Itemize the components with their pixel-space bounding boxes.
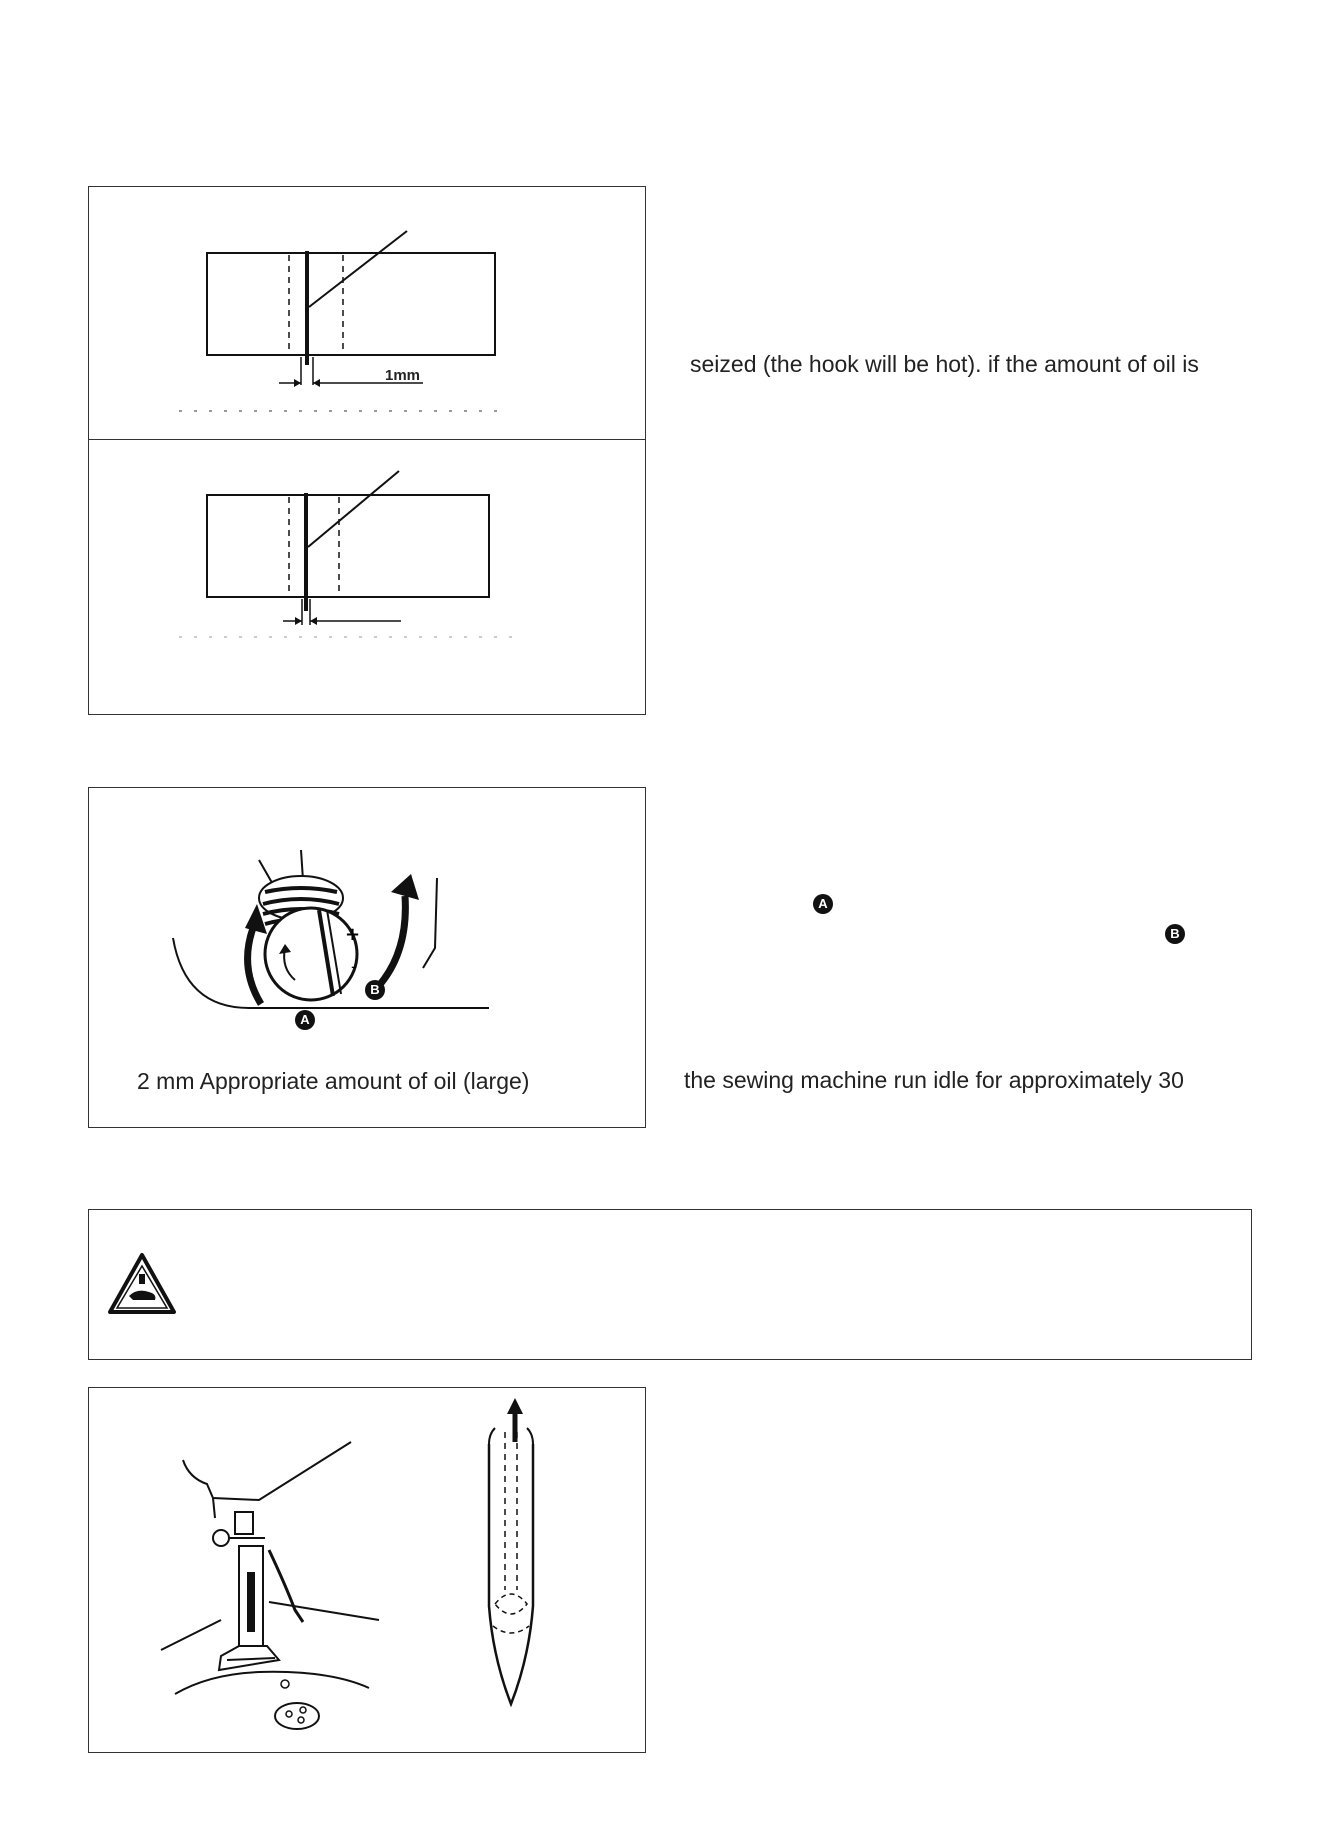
body-text-line-oil-seized: seized (the hook will be hot). if the amount of oil is [690,351,1199,377]
marker-a-text: A [813,894,833,914]
figure-oil-adjust-screw [88,787,646,1128]
oil-trace-diagram-top [89,187,647,439]
body-text-line-run-idle: the sewing machine run idle for approximately 30 [684,1067,1184,1093]
marker-a-figure: A [295,1010,315,1030]
oil-trace-diagram-bottom [89,439,647,716]
oil-trace-width-label: 1mm [385,367,421,384]
presser-foot-icon [89,1388,429,1754]
warning-box [88,1209,1252,1360]
figure-needle-install [88,1387,646,1753]
marker-b-text: B [1165,924,1185,944]
marker-b-figure: B [365,980,385,1000]
needle-icon [449,1388,589,1754]
figure-caption-oil-amount: 2 mm Appropriate amount of oil (large) [137,1068,530,1094]
svg-text:-: - [351,957,357,976]
svg-text:+: + [345,924,361,945]
hand-crush-warning-icon [107,1252,177,1316]
figure-oil-amount-panels [88,186,646,715]
